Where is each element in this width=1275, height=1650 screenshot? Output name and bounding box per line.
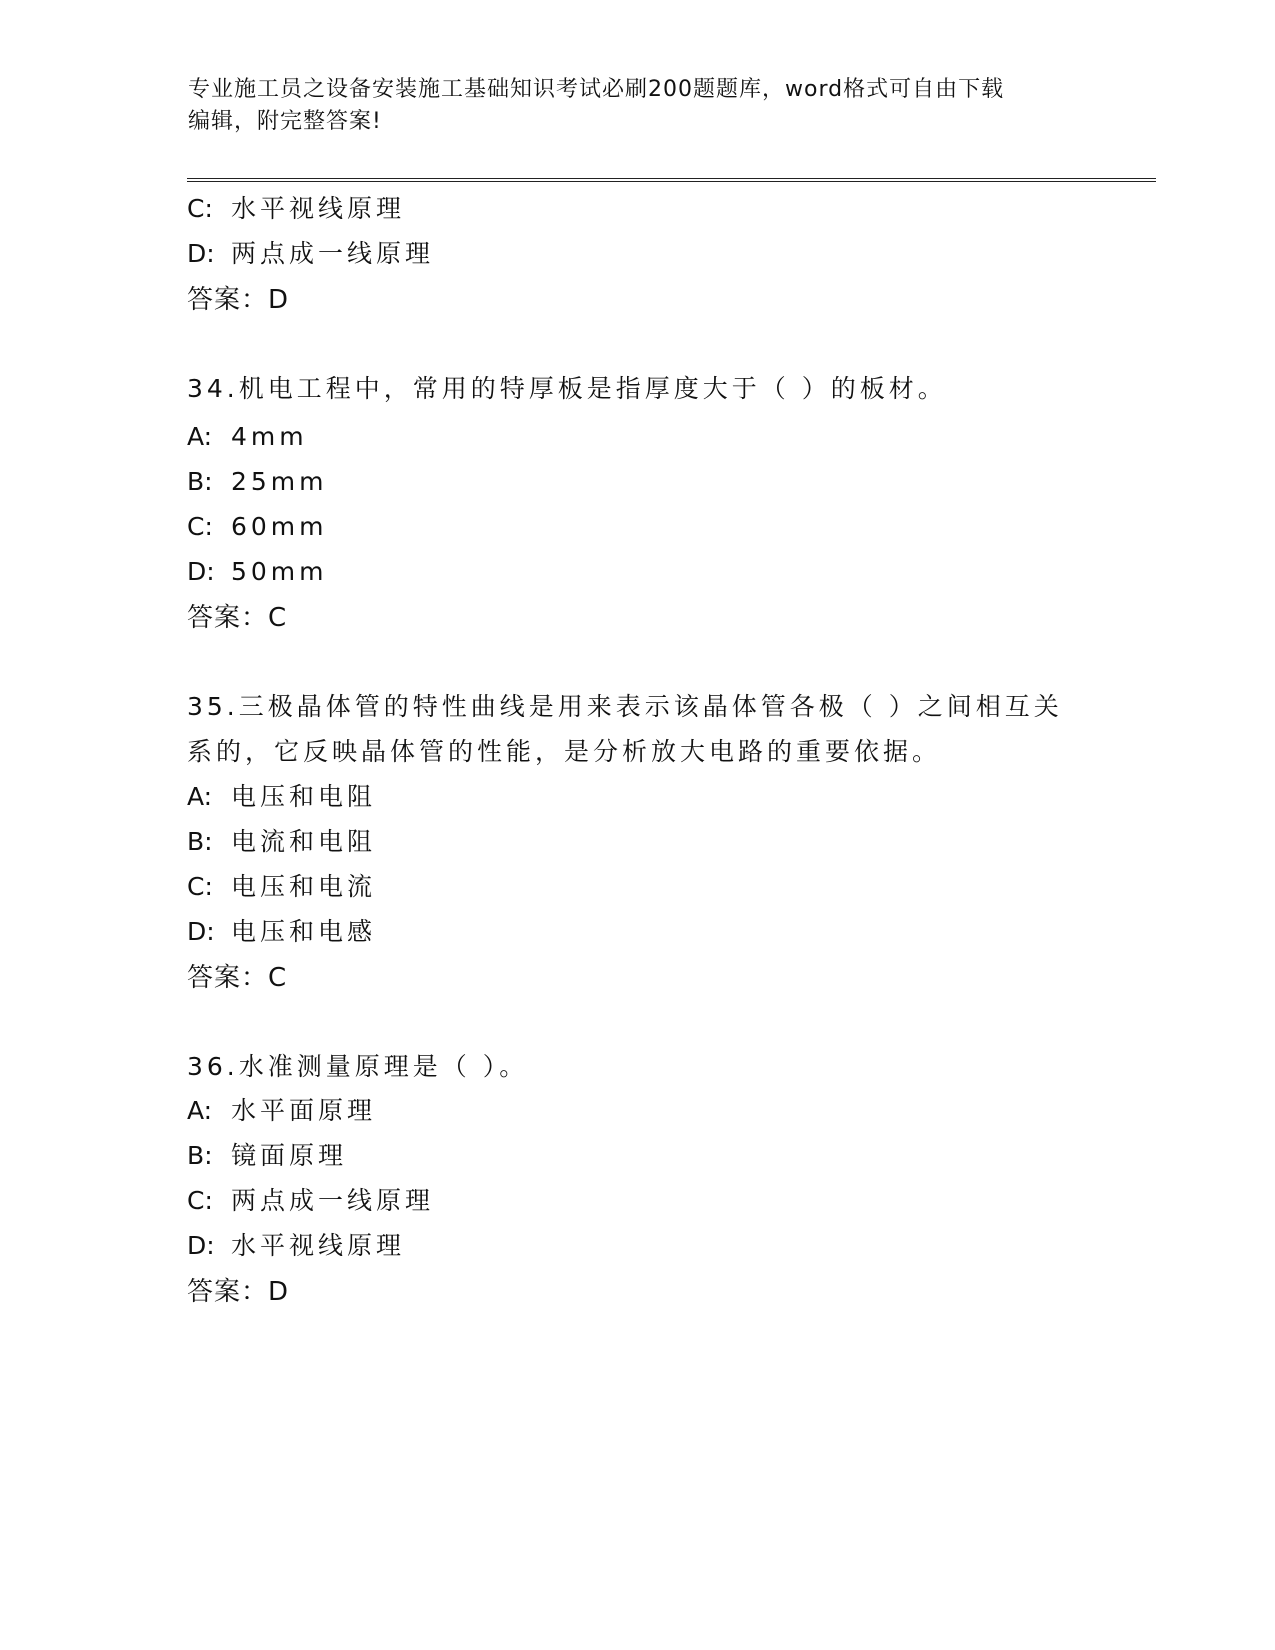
q35-option-d-text: 电压和电感 <box>231 917 377 946</box>
q36-option-b-prefix: B: <box>187 1141 213 1170</box>
q36-question: 36.水准测量原理是（ ）。 <box>187 1052 529 1081</box>
header-divider-top <box>187 178 1156 179</box>
q34-option-b <box>187 465 328 499</box>
q35-option-c <box>187 870 376 904</box>
q36-answer: 答案：D <box>187 1277 290 1307</box>
q35-answer: 答案：C <box>187 963 288 993</box>
q34-option-d-text: 50mm <box>231 557 328 586</box>
q33-option-c <box>187 192 405 226</box>
q36-option-a-text: 水平面原理 <box>231 1096 377 1125</box>
q34-option-b-prefix: B: <box>187 467 213 496</box>
q34-option-d-prefix: D: <box>187 557 215 586</box>
q35-option-a-text: 电压和电阻 <box>231 782 377 811</box>
q33-option-d-text: 两点成一线原理 <box>231 239 435 268</box>
q34-option-c-prefix: C: <box>187 512 213 541</box>
q36-option-c <box>187 1184 434 1218</box>
q36-option-a <box>187 1094 376 1128</box>
q35-option-d <box>187 915 376 949</box>
header-line-2: 编辑，附完整答案! <box>188 109 382 134</box>
q33-option-c-text: 水平视线原理 <box>231 194 406 223</box>
q34-option-a <box>187 420 308 454</box>
q34-option-c-text: 60mm <box>231 512 328 541</box>
q33-option-d <box>187 237 434 271</box>
document-header <box>188 74 1078 138</box>
q35-option-a <box>187 780 376 814</box>
q36-option-a-prefix: A: <box>187 1096 213 1125</box>
q35-option-b-text: 电流和电阻 <box>231 827 377 856</box>
q33-option-d-prefix: D: <box>187 239 215 268</box>
q36-option-c-prefix: C: <box>187 1186 213 1215</box>
q36-option-b-text: 镜面原理 <box>231 1141 348 1170</box>
q34-question: 34.机电工程中，常用的特厚板是指厚度大于（ ）的板材。 <box>187 374 947 403</box>
q34-option-a-text: 4mm <box>231 422 308 451</box>
q35-question <box>187 684 1067 774</box>
q36-option-c-text: 两点成一线原理 <box>231 1186 435 1215</box>
q34-option-a-prefix: A: <box>187 422 213 451</box>
q35-option-d-prefix: D: <box>187 917 215 946</box>
q36-option-d <box>187 1229 405 1263</box>
q34-answer: 答案：C <box>187 603 288 633</box>
q35-question-line-2: 系的，它反映晶体管的性能，是分析放大电路的重要依据。 <box>187 737 942 766</box>
q36-option-d-prefix: D: <box>187 1231 215 1260</box>
header-divider-bottom <box>187 181 1156 182</box>
q36-option-b <box>187 1139 347 1173</box>
q35-question-line-1: 35.三极晶体管的特性曲线是用来表示该晶体管各极（ ）之间相互关 <box>187 692 1063 721</box>
q35-option-c-prefix: C: <box>187 872 213 901</box>
q34-option-d <box>187 555 328 589</box>
q35-option-a-prefix: A: <box>187 782 213 811</box>
q34-option-b-text: 25mm <box>231 467 328 496</box>
q34-option-c <box>187 510 328 544</box>
q36-option-d-text: 水平视线原理 <box>231 1231 406 1260</box>
q33-answer: 答案：D <box>187 285 290 315</box>
q35-option-b-prefix: B: <box>187 827 213 856</box>
q35-option-c-text: 电压和电流 <box>231 872 377 901</box>
q33-option-c-prefix: C: <box>187 194 213 223</box>
q35-option-b <box>187 825 376 859</box>
header-line-1: 专业施工员之设备安装施工基础知识考试必刷200题题库，word格式可自由下载 <box>188 77 1005 102</box>
